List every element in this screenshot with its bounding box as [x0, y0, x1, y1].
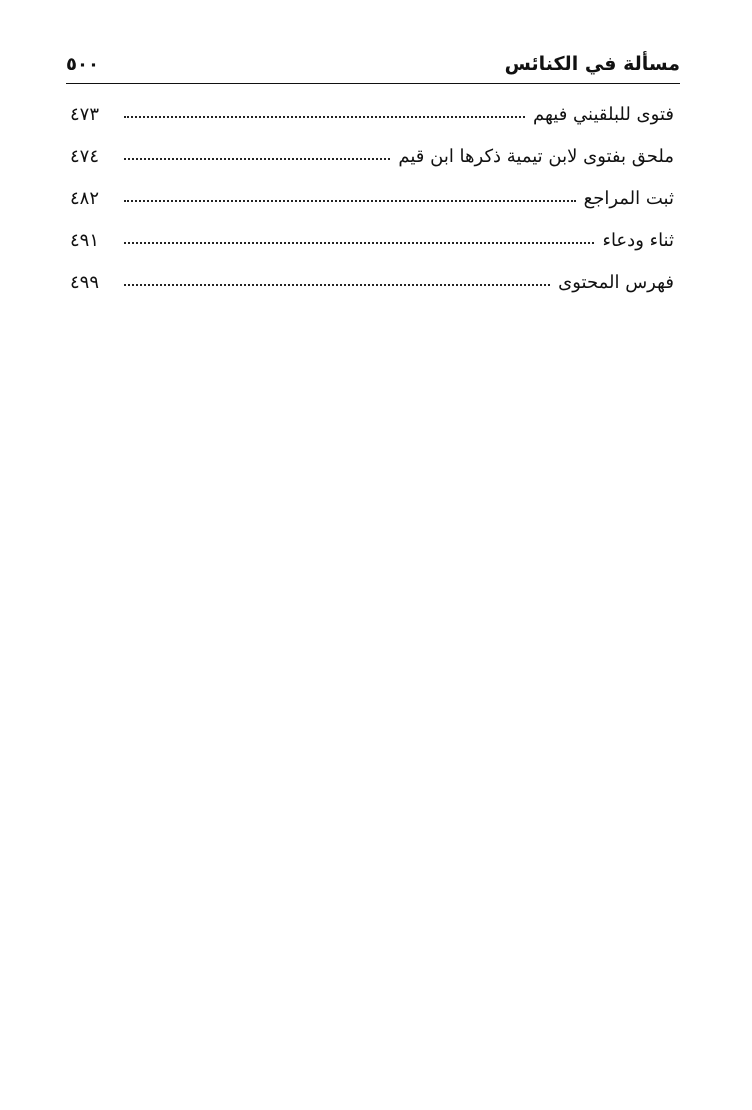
- toc-entry-title: ثناء ودعاء: [602, 230, 674, 251]
- toc-leader-dots: [124, 242, 594, 244]
- toc-entry-title: ثبت المراجع: [583, 188, 674, 209]
- running-title: مسألة في الكنائس: [504, 53, 680, 75]
- toc-leader-dots: [124, 200, 576, 202]
- toc-entry: [70, 274, 674, 316]
- toc-entry: [70, 232, 674, 274]
- toc-entry-title: ملحق بفتوى لابن تيمية ذكرها ابن قيم: [398, 146, 674, 167]
- toc-entry-page: ٤٨٢: [70, 188, 100, 209]
- toc-entry-page: ٤٩٩: [70, 272, 100, 293]
- toc-entry: [70, 190, 674, 232]
- toc-entry: [70, 148, 674, 190]
- toc-entry-title: فتوى للبلقيني فيهم: [533, 104, 674, 125]
- toc-entry: [70, 106, 674, 148]
- toc-entry-page: ٤٩١: [70, 230, 100, 251]
- page-number: ٥٠٠: [66, 53, 99, 75]
- toc-entry-page: ٤٧٣: [70, 104, 100, 125]
- table-of-contents: [70, 106, 674, 316]
- page-header: [66, 50, 680, 84]
- toc-leader-dots: [124, 116, 525, 118]
- toc-leader-dots: [124, 284, 550, 286]
- toc-entry-page: ٤٧٤: [70, 146, 100, 167]
- toc-entry-title: فهرس المحتوى: [558, 272, 674, 293]
- toc-leader-dots: [124, 158, 390, 160]
